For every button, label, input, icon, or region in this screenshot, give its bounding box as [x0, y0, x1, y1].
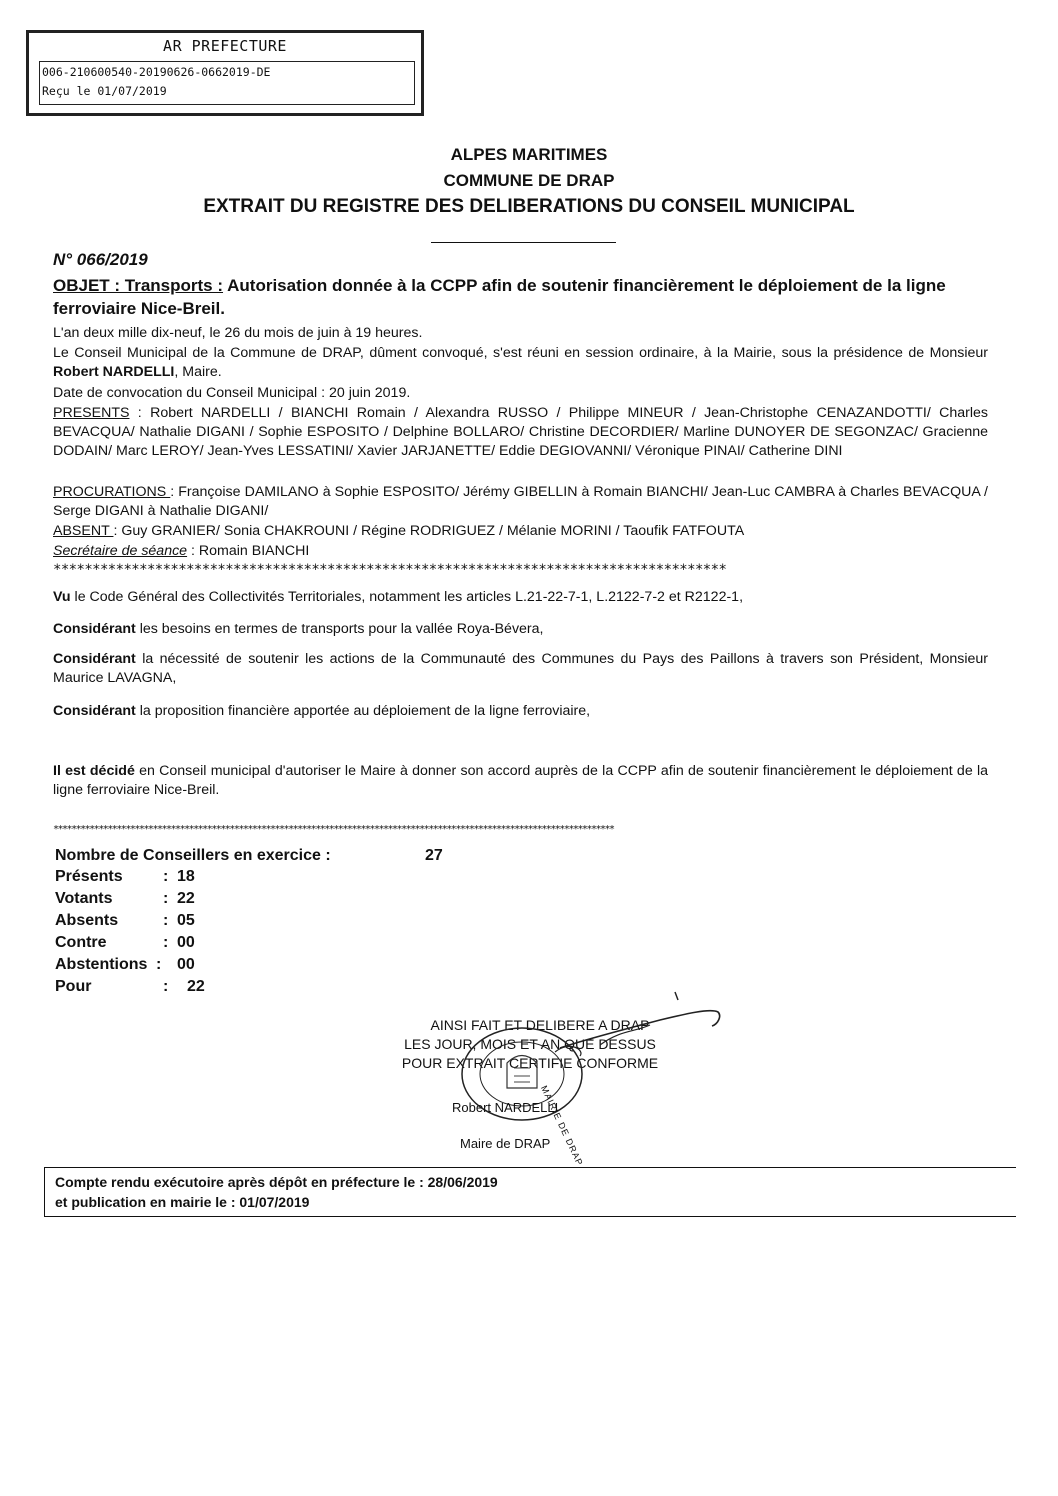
- considerant-text: la proposition financière apportée au déploiement de la ligne ferroviaire,: [135, 703, 591, 719]
- convocation-text-post: , Maire.: [174, 364, 222, 380]
- stamp-reference: 006-210600540-20190626-0662019-DE: [42, 65, 271, 79]
- stats-value: 05: [177, 912, 195, 929]
- considerant-keyword: Considérant: [53, 621, 136, 637]
- convocation-text-pre: Le Conseil Municipal de la Commune de DRAP, dûment convoqué, s'est réuni en session ordinaire, à la Mairie, sous la présidence de Monsieur: [53, 345, 988, 361]
- decision-keyword: Il est décidé: [53, 763, 135, 779]
- considerant-text: la nécessité de soutenir les actions de la Communauté des Communes du Pays des Paillons à travers son Président, Monsieur Maurice LAVAGNA,: [53, 651, 988, 686]
- stats-value: 00: [177, 956, 195, 973]
- stats-value: 18: [177, 868, 195, 885]
- decision-text: en Conseil municipal d'autoriser le Maire à donner son accord auprès de la CCPP afin de soutenir financièrement le déploiement de la ligne ferroviaire Nice-Breil.: [53, 763, 989, 798]
- executory-text: [55, 1172, 498, 1212]
- stats-sep: :: [163, 890, 169, 907]
- signature-line-3: POUR EXTRAIT CERTIFIE CONFORME: [401, 1055, 659, 1071]
- considerant-2: [53, 650, 988, 688]
- considerant-keyword: Considérant: [53, 651, 136, 667]
- presents-label: PRESENTS: [53, 405, 130, 421]
- stats-value: 22: [177, 890, 195, 907]
- stats-label: Pour: [55, 978, 92, 995]
- procurations-label: PROCURATIONS: [53, 484, 171, 500]
- presents-paragraph: [53, 404, 988, 461]
- stamp-details: [39, 61, 415, 105]
- objet-label: OBJET : Transports :: [53, 276, 224, 295]
- stats-label: Contre: [55, 934, 107, 951]
- department-heading: ALPES MARITIMES: [450, 145, 608, 164]
- commune-heading: COMMUNE DE DRAP: [443, 171, 615, 190]
- handwritten-signature: [540, 990, 730, 1070]
- publication-line: et publication en mairie le : 01/07/2019: [55, 1194, 310, 1210]
- stats-sep: :: [163, 934, 169, 951]
- convocation-date: Date de convocation du Conseil Municipal : 20 juin 2019.: [53, 385, 411, 401]
- vu-keyword: Vu: [53, 589, 71, 605]
- secretaire-paragraph: [53, 542, 988, 561]
- seal-text: MAIRIE DE DRAP: [538, 1084, 585, 1168]
- prefecture-deposit-line: Compte rendu exécutoire après dépôt en préfecture le : 28/06/2019: [55, 1174, 498, 1190]
- convocation-paragraph: [53, 344, 988, 382]
- secretaire-name: : Romain BIANCHI: [187, 543, 310, 559]
- vu-text: le Code Général des Collectivités Territoriales, notamment les articles L.21-22-7-1, L.2122-7-2 et R2122-1,: [70, 589, 744, 605]
- stats-exercice-value: 27: [425, 847, 443, 864]
- stats-label: Votants: [55, 890, 113, 907]
- deliberation-number: N° 066/2019: [53, 250, 148, 269]
- stats-label: Abstentions: [55, 956, 148, 973]
- procurations-list: : Françoise DAMILANO à Sophie ESPOSITO/ Jérémy GIBELLIN à Romain BIANCHI/ Jean-Luc CAMBRA à Charles BEVACQUA / Serge DIGANI à Nathalie DIGANI/: [53, 484, 989, 519]
- signatory-name: Robert NARDELLI: [452, 1100, 559, 1115]
- procurations-paragraph: [53, 483, 988, 521]
- objet-paragraph: [53, 274, 988, 320]
- signature-line-1: AINSI FAIT ET DELIBERE A DRAP: [430, 1017, 650, 1033]
- header-divider: [431, 242, 616, 243]
- separator-stars-2: ****************************************************************************************************************************: [53, 824, 614, 835]
- stamp-received-date: Reçu le 01/07/2019: [42, 84, 167, 98]
- stamp-title: AR PREFECTURE: [163, 37, 287, 55]
- vu-paragraph: [53, 588, 988, 607]
- secretaire-label: Secrétaire de séance: [53, 543, 188, 559]
- stats-sep: :: [163, 912, 169, 929]
- considerant-1: [53, 620, 988, 639]
- objet-text: Autorisation donnée à la CCPP afin de soutenir financièrement le déploiement de la ligne ferroviaire Nice-Breil.: [53, 276, 946, 318]
- stats-exercice-label: Nombre de Conseillers en exercice :: [55, 847, 331, 864]
- stats-value: 22: [187, 978, 205, 995]
- separator-stars: **************************************************************************************: [53, 562, 727, 578]
- prefecture-stamp: [26, 30, 424, 116]
- decision-paragraph: [53, 762, 988, 800]
- stats-sep: :: [156, 956, 162, 973]
- signature-line-2: LES JOUR, MOIS ET AN QUE DESSUS: [404, 1036, 656, 1052]
- stats-sep: :: [163, 978, 169, 995]
- signatory-title: Maire de DRAP: [460, 1136, 551, 1151]
- stats-label: Présents: [55, 868, 123, 885]
- absent-list: : Guy GRANIER/ Sonia CHAKROUNI / Régine RODRIGUEZ / Mélanie MORINI / Taoufik FATFOUTA: [113, 523, 745, 539]
- absent-label: ABSENT: [53, 523, 114, 539]
- presents-list: : Robert NARDELLI / BIANCHI Romain / Alexandra RUSSO / Philippe MINEUR / Jean-Christophe CENAZANDOTTI/ Charles BEVACQUA/ Nathalie DIGANI / Sophie ESPOSITO / Delphine BOLLARO/ Christine DECORDIER/ Marline DUNOYER DE SEGONZAC/ Gracienne DODAIN/ Marc LEROY/ Jean-Yves LESSATINI/ Xavier JARJANETTE/ Eddie DEGIOVANNI/ Véronique PINAI/ Catherine DINI: [53, 405, 988, 459]
- considerant-text: les besoins en termes de transports pour la vallée Roya-Bévera,: [135, 621, 544, 637]
- stats-value: 00: [177, 934, 195, 951]
- mayor-name: Robert NARDELLI: [53, 364, 175, 380]
- considerant-3: [53, 702, 988, 721]
- stats-sep: :: [163, 868, 169, 885]
- absent-paragraph: [53, 522, 988, 541]
- session-date: L'an deux mille dix-neuf, le 26 du mois de juin à 19 heures.: [53, 325, 423, 341]
- considerant-keyword: Considérant: [53, 703, 136, 719]
- document-title: EXTRAIT DU REGISTRE DES DELIBERATIONS DU CONSEIL MUNICIPAL: [203, 196, 855, 217]
- executory-notice: [44, 1167, 1016, 1217]
- stats-label: Absents: [55, 912, 119, 929]
